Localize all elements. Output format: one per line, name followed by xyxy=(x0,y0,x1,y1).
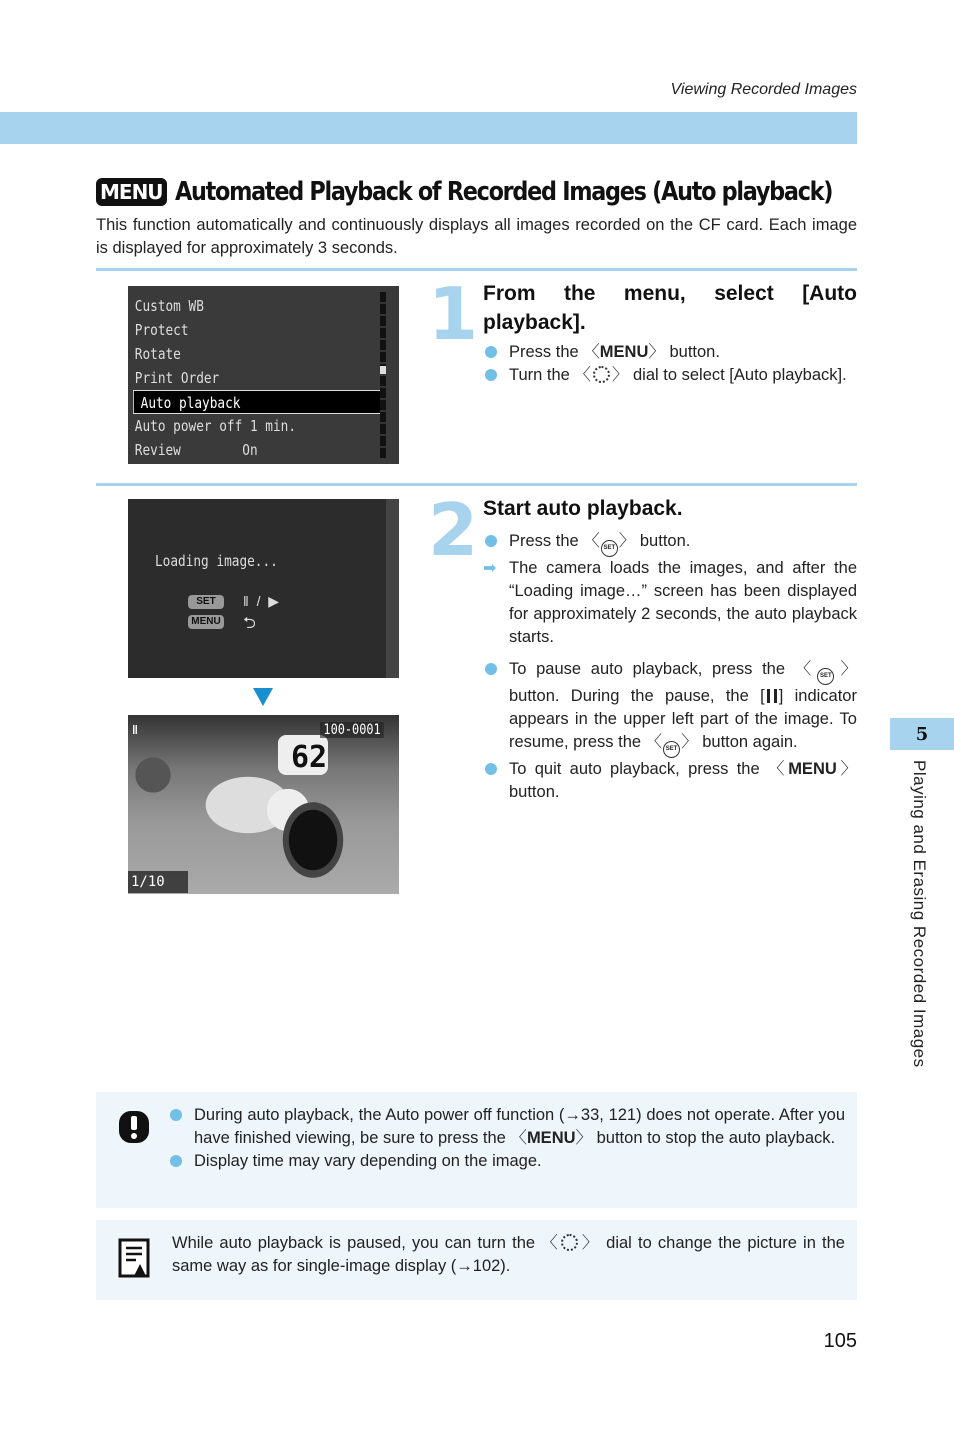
file-number: 100-0001 xyxy=(320,722,384,738)
menu-badge-icon: MENU xyxy=(96,178,167,206)
set-button-icon: SET xyxy=(817,668,834,685)
step1-bullets xyxy=(483,341,857,387)
screen-edge xyxy=(386,499,399,678)
step2-bullets xyxy=(483,530,857,804)
caution-icon xyxy=(118,1110,150,1144)
bullet-item: To pause auto playback, press the 〈 SET 〉 button. During the pause, the [ ] indicator appears in the upper left part of the image. To resume, press the 〈 SET 〉 button again. xyxy=(483,658,857,758)
chapter-tab: 5 xyxy=(890,718,954,750)
step-number: 2 xyxy=(428,488,479,572)
return-icon: ⮌ xyxy=(243,615,256,632)
loading-screen xyxy=(128,499,399,678)
memo-box xyxy=(96,1220,857,1300)
set-button-label: SET xyxy=(188,595,224,609)
pause-play-icons: ‖ / ▶ xyxy=(243,593,279,609)
bullet-icon xyxy=(170,1155,182,1167)
menu-screen xyxy=(128,286,399,464)
menu-item: Protect xyxy=(134,321,189,339)
pause-indicator-icon: ‖ xyxy=(132,723,138,737)
menu-item: Rotate xyxy=(134,345,181,363)
image-counter: 1/10 xyxy=(128,871,188,893)
race-number: 62 xyxy=(291,740,328,775)
menu-item: Print Order xyxy=(134,369,220,387)
set-button-icon: SET xyxy=(601,540,618,557)
bullet-icon xyxy=(485,763,497,775)
caution-item: Display time may vary depending on the image. xyxy=(168,1150,845,1173)
step-heading: Start auto playback. xyxy=(483,497,683,520)
dial-icon xyxy=(561,1234,578,1251)
chapter-label: Playing and Erasing Recorded Images xyxy=(910,760,929,1068)
pause-icon xyxy=(767,689,777,703)
bullet-item: Press the 〈MENU〉 button. xyxy=(483,341,857,364)
down-arrow-icon xyxy=(253,688,273,706)
menu-button-label: MENU xyxy=(188,615,224,629)
menu-scrollbar xyxy=(380,292,386,458)
caution-box xyxy=(96,1092,857,1208)
step-heading: From the menu, select [Auto playback]. xyxy=(483,282,857,334)
menu-item: Custom WB xyxy=(134,297,204,315)
running-head: Viewing Recorded Images xyxy=(670,81,857,98)
loading-text: Loading image... xyxy=(155,552,278,570)
intro-paragraph: This function automatically and continuously displays all images recorded on the CF card. Each image is displayed for approximately 3 seconds. xyxy=(96,216,857,257)
set-button-icon: SET xyxy=(663,741,680,758)
bullet-icon xyxy=(485,369,497,381)
bullet-icon xyxy=(485,535,497,547)
memo-text: While auto playback is paused, you can turn the 〈 〉 dial to change the picture in the same way as for single-image display (→102). xyxy=(172,1234,845,1275)
bullet-icon xyxy=(170,1109,182,1121)
page-title xyxy=(96,170,866,214)
menu-item: Auto power off 1 min. xyxy=(134,417,297,435)
result-item: ➡ The camera loads the images, and after the “Loading image…” screen has been displayed for approximately 2 seconds, the auto playback starts. xyxy=(483,559,857,646)
caution-item: During auto playback, the Auto power off function (→33, 121) does not operate. After you have finished viewing, be sure to press the 〈MENU〉 button to stop the auto playback. xyxy=(168,1104,845,1150)
playback-photo xyxy=(128,715,399,894)
divider xyxy=(96,483,857,486)
divider xyxy=(96,268,857,271)
dial-icon xyxy=(593,366,610,383)
title-text: Automated Playback of Recorded Images (Auto playback) xyxy=(174,177,832,207)
bullet-icon xyxy=(485,346,497,358)
arrow-icon: ➡ xyxy=(483,560,497,577)
page-number: 105 xyxy=(823,1330,857,1352)
bullet-item: To quit auto playback, press the 〈MENU〉 button. xyxy=(483,758,857,804)
bullet-icon xyxy=(485,663,497,675)
header-band xyxy=(0,112,857,144)
menu-item-selected: Auto playback xyxy=(133,390,381,414)
bullet-item: Turn the 〈 〉 dial to select [Auto playback]. xyxy=(483,364,857,387)
bullet-item: Press the 〈 SET 〉 button. xyxy=(483,530,857,557)
memo-icon xyxy=(118,1238,150,1278)
step-number: 1 xyxy=(428,272,479,356)
menu-item: Review On xyxy=(134,441,258,459)
menu-scroll-thumb xyxy=(380,366,386,374)
